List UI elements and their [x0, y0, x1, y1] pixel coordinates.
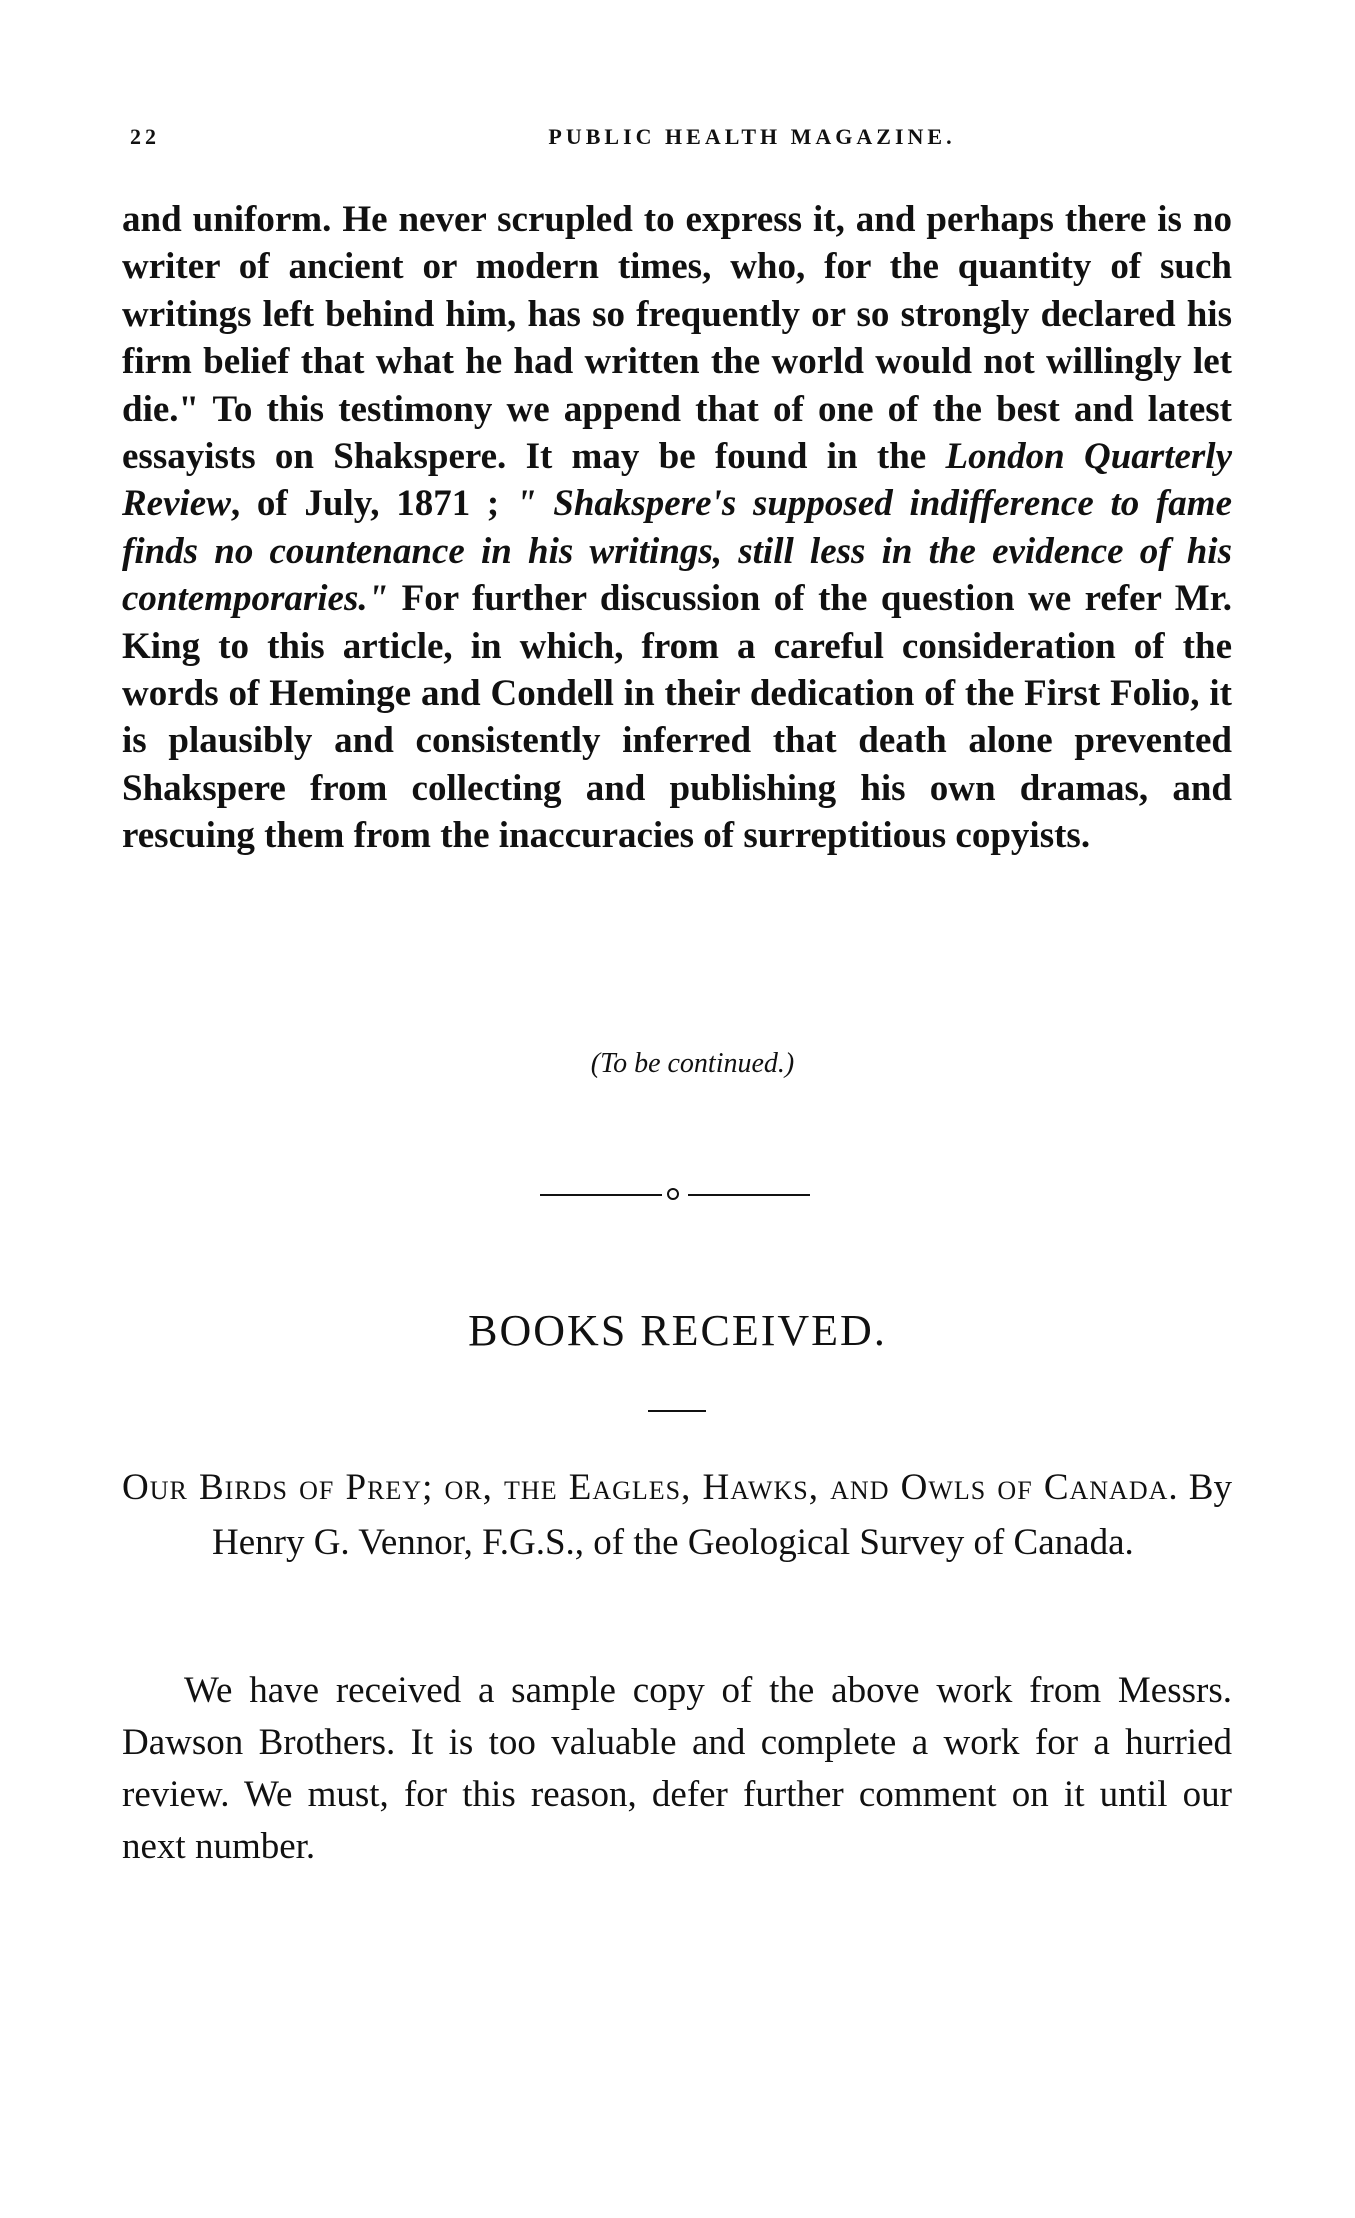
- paragraph-part-2: , of July, 1871 ;: [230, 483, 516, 525]
- ornament-line-right: [688, 1194, 810, 1196]
- ornament-circle: [667, 1188, 679, 1200]
- book-author: By Henry G. Vennor, F.G.S., of the Geological Survey of Canada.: [212, 1467, 1232, 1563]
- italic-quotation: " Shakspere's supposed indifference to fame finds no countenance in his writings, still less in the evidence of his contemporaries.": [122, 483, 1232, 620]
- continued-paragraph: [122, 196, 1232, 860]
- book-entry: [122, 1460, 1232, 1570]
- review-paragraph: We have received a sample copy of the above work from Messrs. Dawson Brothers. It is too valuable and complete a work for a hurried review. We must, for this reason, defer further comment on it until our next number.: [122, 1670, 1232, 1867]
- to-be-continued-note: (To be continued.): [590, 1048, 795, 1079]
- book-review: [122, 1665, 1232, 1873]
- running-head: [122, 118, 1232, 158]
- magazine-title: PUBLIC HEALTH MAGAZINE.: [548, 124, 956, 149]
- section-heading: BOOKS RECEIVED.: [468, 1306, 887, 1355]
- ornament-line-left: [540, 1194, 662, 1196]
- page-number: 22: [130, 124, 160, 149]
- book-title: Our Birds of Prey; or, the Eagles, Hawks, and Owls of Canada.: [122, 1467, 1179, 1508]
- continued-article-text: [122, 196, 1232, 860]
- short-divider: [648, 1410, 706, 1412]
- book-citation: [122, 1460, 1232, 1570]
- review-name: London Quarterly Review: [122, 436, 1232, 525]
- paragraph-part-1: and uniform. He never scrupled to express it, and perhaps there is no writer of ancient or modern times, who, for the quantity of such writings left behind him, has so frequently or so strongly declared his firm belief that what he had written the world would not willingly let die." To this testimony we append that of one of the best and latest essayists on Shakspere. It may be found in the: [122, 199, 1232, 478]
- ornamental-rule: [540, 1188, 810, 1202]
- paragraph-part-3: For further discussion of the question we refer Mr. King to this article, in which, from a careful consideration of the words of Heminge and Condell in their dedication of the First Folio, it is plausibly and consistently inferred that death alone prevented Shakspere from collecting and publishing his own dramas, and rescuing them from the inaccuracies of surreptitious copyists.: [122, 578, 1232, 857]
